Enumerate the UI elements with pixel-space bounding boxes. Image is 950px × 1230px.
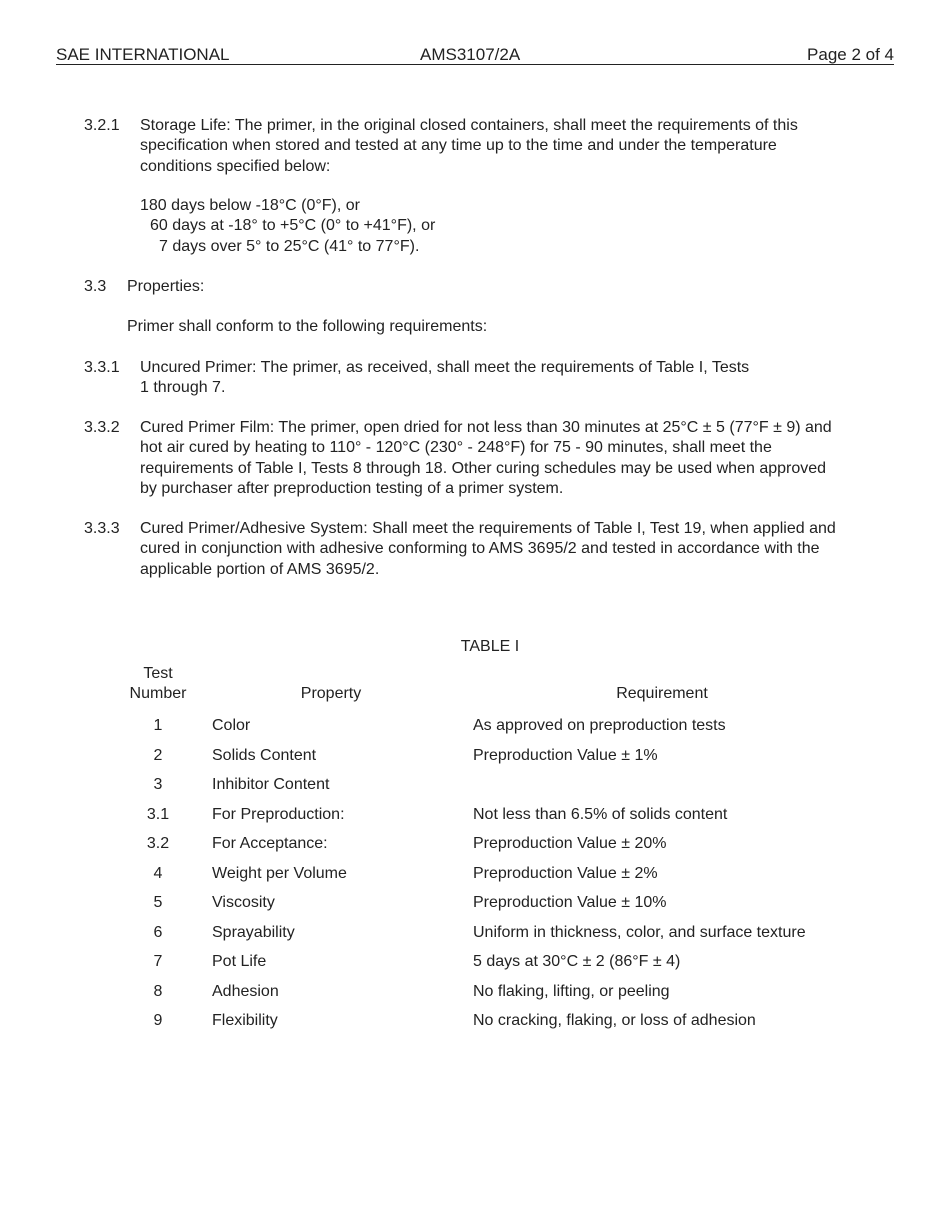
test-requirement: No flaking, lifting, or peeling bbox=[473, 983, 670, 1000]
table-title: TABLE I bbox=[460, 638, 520, 655]
table-header-number-line2: Number bbox=[129, 685, 187, 702]
section-3-3-number: 3.3 bbox=[84, 278, 107, 295]
test-property: Inhibitor Content bbox=[212, 776, 330, 793]
paragraph-line: cured in conjunction with adhesive conforming to AMS 3695/2 and tested in accordance with the bbox=[140, 540, 820, 558]
test-property: Pot Life bbox=[212, 953, 267, 970]
section-3-3-1-number: 3.3.1 bbox=[84, 359, 120, 376]
table-header-number-line1: Test bbox=[143, 665, 173, 682]
table-row bbox=[0, 805, 950, 825]
paragraph-line: 1 through 7. bbox=[140, 379, 226, 397]
test-requirement: Uniform in thickness, color, and surface texture bbox=[473, 924, 806, 941]
paragraph-line: specification when stored and tested at any time up to the time and under the temperature bbox=[140, 137, 777, 155]
table-row bbox=[0, 952, 950, 972]
paragraph-line: hot air cured by heating to 110° - 120°C (230° - 248°F) for 75 - 90 minutes, shall meet the bbox=[140, 439, 772, 457]
test-number: 5 bbox=[153, 894, 163, 911]
test-requirement: No cracking, flaking, or loss of adhesion bbox=[473, 1012, 756, 1029]
section-3-3-intro: Primer shall conform to the following requirements: bbox=[127, 318, 488, 335]
test-property: Flexibility bbox=[212, 1012, 278, 1029]
test-requirement: Preproduction Value ± 1% bbox=[473, 747, 658, 764]
table-row bbox=[0, 1011, 950, 1031]
storage-condition-2: 60 days at -18° to +5°C (0° to +41°F), or bbox=[150, 217, 436, 234]
section-3-3-2-text bbox=[140, 418, 832, 499]
test-number: 2 bbox=[153, 747, 163, 764]
paragraph-line: conditions specified below: bbox=[140, 157, 331, 175]
section-3-2-1-number: 3.2.1 bbox=[84, 117, 120, 134]
test-requirement: As approved on preproduction tests bbox=[473, 717, 726, 734]
paragraph-line: Cured Primer/Adhesive System: Shall meet the requirements of Table I, Test 19, when applied and bbox=[140, 520, 836, 537]
storage-condition-1: 180 days below -18°C (0°F), or bbox=[140, 197, 360, 214]
table-row bbox=[0, 923, 950, 943]
table-row bbox=[0, 864, 950, 884]
header-org: SAE INTERNATIONAL bbox=[56, 45, 230, 64]
section-3-3-3-number: 3.3.3 bbox=[84, 520, 120, 537]
section-3-3-title: Properties: bbox=[127, 278, 205, 295]
test-number: 9 bbox=[153, 1012, 163, 1029]
storage-condition-3: 7 days over 5° to 25°C (41° to 77°F). bbox=[159, 238, 420, 255]
test-number: 7 bbox=[153, 953, 163, 970]
test-property: Weight per Volume bbox=[212, 865, 347, 882]
table-row bbox=[0, 716, 950, 736]
test-number: 3.2 bbox=[146, 835, 170, 852]
header-doc-number: AMS3107/2A bbox=[420, 45, 521, 64]
paragraph-line: Cured Primer Film: The primer, open dried for not less than 30 minutes at 25°C ± 5 (77°F ± 9) and bbox=[140, 419, 832, 436]
table-row bbox=[0, 746, 950, 766]
section-3-3-2-number: 3.3.2 bbox=[84, 419, 120, 436]
paragraph-line: Uncured Primer: The primer, as received, shall meet the requirements of Table I, Tests bbox=[140, 359, 750, 376]
test-property: Sprayability bbox=[212, 924, 295, 941]
test-number: 6 bbox=[153, 924, 163, 941]
test-requirement: Not less than 6.5% of solids content bbox=[473, 806, 728, 823]
test-requirement: Preproduction Value ± 10% bbox=[473, 894, 667, 911]
test-number: 3 bbox=[153, 776, 163, 793]
paragraph-line: requirements of Table I, Tests 8 through 18. Other curing schedules may be used when approved bbox=[140, 459, 827, 477]
section-3-3-3-text bbox=[140, 519, 836, 580]
paragraph-line: by purchaser after preproduction testing of a primer system. bbox=[140, 479, 564, 497]
header-rule bbox=[56, 64, 894, 65]
test-number: 1 bbox=[153, 717, 163, 734]
test-requirement: 5 days at 30°C ± 2 (86°F ± 4) bbox=[473, 953, 681, 970]
test-property: For Acceptance: bbox=[212, 835, 328, 852]
table-row bbox=[0, 893, 950, 913]
test-number: 8 bbox=[153, 983, 163, 1000]
paragraph-line: applicable portion of AMS 3695/2. bbox=[140, 560, 380, 578]
section-3-2-1-text bbox=[140, 116, 798, 177]
test-requirement: Preproduction Value ± 20% bbox=[473, 835, 667, 852]
test-requirement: Preproduction Value ± 2% bbox=[473, 865, 658, 882]
table-header-property: Property bbox=[300, 685, 362, 702]
test-property: Viscosity bbox=[212, 894, 275, 911]
table-row bbox=[0, 982, 950, 1002]
table-header-requirement: Requirement bbox=[616, 685, 708, 702]
test-property: For Preproduction: bbox=[212, 806, 345, 823]
test-property: Adhesion bbox=[212, 983, 279, 1000]
test-property: Color bbox=[212, 717, 251, 734]
test-number: 3.1 bbox=[146, 806, 170, 823]
table-row bbox=[0, 834, 950, 854]
section-3-3-1-text bbox=[140, 358, 749, 399]
test-number: 4 bbox=[153, 865, 163, 882]
header-page-number: Page 2 of 4 bbox=[807, 45, 894, 64]
test-property: Solids Content bbox=[212, 747, 317, 764]
table-row bbox=[0, 775, 950, 795]
paragraph-line: Storage Life: The primer, in the original closed containers, shall meet the requirements of this bbox=[140, 117, 798, 134]
